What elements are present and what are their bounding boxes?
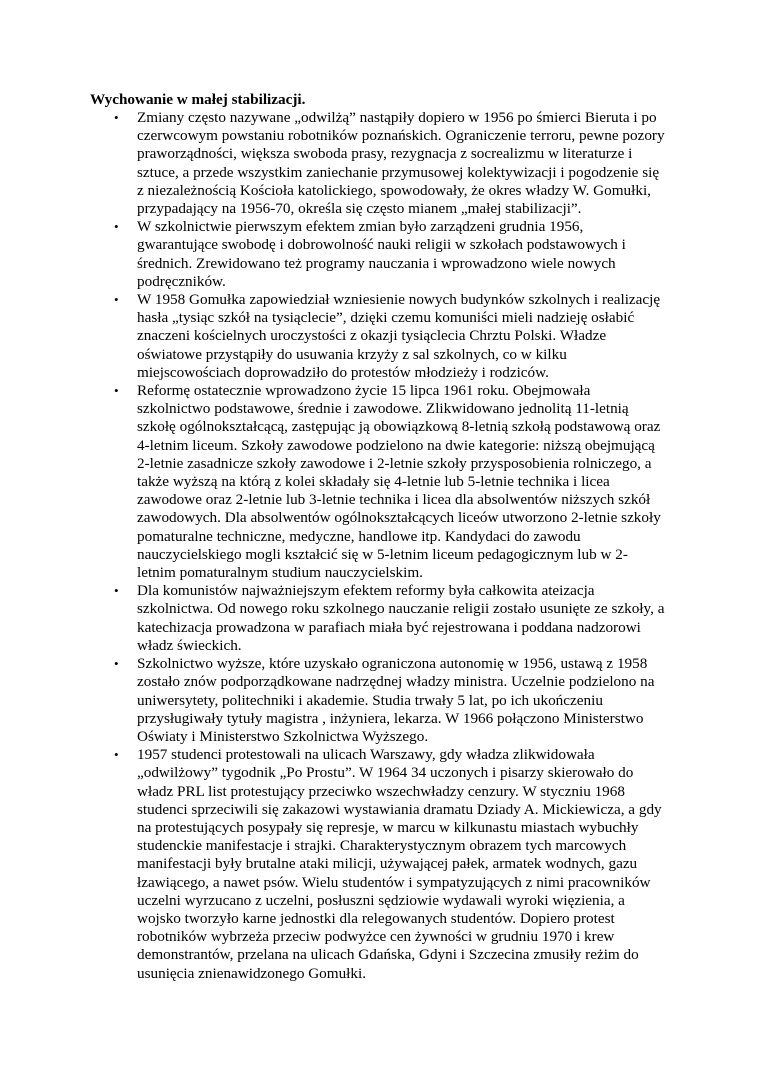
paragraph-line: z niezależnością Kościoła katolickiego, spowodowały, że okres władzy W. Gomułki, bbox=[137, 181, 651, 199]
paragraph-line: także wyższą na którą z kolei składały się 4-letnie lub 5-letnie technika i licea bbox=[137, 473, 610, 491]
bullet-icon: • bbox=[114, 656, 119, 672]
paragraph-line: łzawiącego, a nawet psów. Wielu studentów i sympatyzujących z nimi pracowników bbox=[137, 873, 651, 891]
paragraph-line: podręczników. bbox=[137, 272, 226, 290]
paragraph-line: letnim pomaturalnym studium nauczycielskim. bbox=[137, 564, 423, 582]
list-item bbox=[112, 655, 672, 746]
paragraph-line: W szkolnictwie pierwszym efektem zmian było zarządzeni grudnia 1956, bbox=[137, 218, 584, 236]
bullet-icon: • bbox=[114, 383, 119, 399]
list-item bbox=[112, 746, 672, 983]
paragraph-line: Szkolnictwo wyższe, które uzyskało ograniczona autonomię w 1956, ustawą z 1958 bbox=[137, 655, 648, 673]
paragraph-line: władz świeckich. bbox=[137, 636, 242, 654]
document-title: Wychowanie w małej stabilizacji. bbox=[90, 91, 306, 108]
paragraph-line: 4-letnim liceum. Szkoły zawodowe podzielono na dwie kategorie: niższą obejmującą bbox=[137, 436, 655, 454]
paragraph-line: przysługiwały tytuły magistra , inżyniera, lekarza. W 1966 połączono Ministerstwo bbox=[137, 709, 644, 727]
list-item bbox=[112, 218, 672, 291]
paragraph-line: sztuce, a przede wszystkim zaniechanie przymusowej kolektywizacji i pogodzenie się bbox=[137, 163, 660, 181]
list-item bbox=[112, 109, 672, 218]
paragraph-line: Zmiany często nazywane „odwilżą” nastąpiły dopiero w 1956 po śmierci Bieruta i po bbox=[137, 109, 657, 126]
paragraph-line: studenci sprzeciwili się zakazowi wystawiania dramatu Dziady A. Mickiewicza, a gdy bbox=[137, 800, 662, 818]
list-item bbox=[112, 291, 672, 382]
bullet-icon: • bbox=[114, 583, 119, 599]
paragraph-line: pomaturalne techniczne, medyczne, handlowe itp. Kandydaci do zawodu bbox=[137, 527, 581, 545]
paragraph-line: oświatowe przystąpiły do usuwania krzyży z sal szkolnych, co w kilku bbox=[137, 345, 567, 363]
paragraph-line: manifestacji były brutalne ataki milicji, używającej pałek, armatek wodnych, gazu bbox=[137, 855, 638, 873]
paragraph-line: demonstrantów, przelana na ulicach Gdańska, Gdyni i Szczecina zmusiły reżim do bbox=[137, 946, 639, 964]
bullet-icon: • bbox=[114, 219, 119, 235]
bullet-list bbox=[112, 109, 672, 983]
paragraph-line: hasła „tysiąc szkół na tysiąclecie”, dzięki czemu komuniści mieli nadzieję osłabić bbox=[137, 309, 635, 327]
paragraph-line: Dla komunistów najważniejszym efektem reformy była całkowita ateizacja bbox=[137, 582, 595, 600]
paragraph-line: 2-letnie zasadnicze szkoły zawodowe i 2-letnie szkoły przysposobienia rolniczego, a bbox=[137, 454, 652, 472]
paragraph-line: „odwilżowy” tygodnik „Po Prostu”. W 1964 34 uczonych i pisarzy skierowało do bbox=[137, 764, 634, 782]
paragraph-line: przypadający na 1956-70, określa się często mianem „małej stabilizacji”. bbox=[137, 200, 582, 218]
paragraph-line: 1957 studenci protestowali na ulicach Warszawy, gdy władza zlikwidowała bbox=[137, 746, 595, 764]
paragraph-line: W 1958 Gomułka zapowiedział wzniesienie nowych budynków szkolnych i realizację bbox=[137, 291, 661, 309]
paragraph-line: szkołę ogólnokształcącą, zastępując ją obowiązkową 8-letnią szkołą podstawową oraz bbox=[137, 418, 661, 436]
paragraph-line: Reformę ostatecznie wprowadzono życie 15 lipca 1961 roku. Obejmowała bbox=[137, 382, 591, 400]
paragraph-line: czerwcowym powstaniu robotników poznańskich. Ograniczenie terroru, pewne pozory bbox=[137, 127, 665, 145]
bullet-icon: • bbox=[114, 292, 119, 308]
paragraph-line: średnich. Zrewidowano też programy nauczania i wprowadzono wiele nowych bbox=[137, 254, 616, 272]
list-item bbox=[112, 582, 672, 655]
list-item bbox=[112, 382, 672, 582]
paragraph-line: uniwersytety, politechniki i akademie. Studia trwały 5 lat, po ich ukończeniu bbox=[137, 691, 603, 709]
paragraph-line: wojsko tworzyło karne jednostki dla relegowanych studentów. Dopiero protest bbox=[137, 909, 615, 927]
paragraph-line: miejscowościach doprowadziło do protestów młodzieży i rodziców. bbox=[137, 363, 549, 381]
paragraph-line: usunięcia znienawidzonego Gomułki. bbox=[137, 964, 367, 982]
paragraph-line: Oświaty i Ministerstwo Szkolnictwa Wyższego. bbox=[137, 727, 429, 745]
paragraph-line: zawodowych. Dla absolwentów ogólnokształcących liceów utworzono 2-letnie szkoły bbox=[137, 509, 661, 527]
paragraph-line: zawodowe oraz 2-letnie lub 3-letnie technika i licea dla absolwentów niższych szkół bbox=[137, 491, 651, 509]
paragraph-line: szkolnictwa. Od nowego roku szkolnego nauczanie religii zostało usunięte ze szkoły, a bbox=[137, 600, 665, 618]
paragraph-line: robotników wybrzeża przeciw podwyżce cen żywności w grudniu 1970 i krew bbox=[137, 928, 615, 946]
paragraph-line: władz PRL list protestujący przeciwko wszechwładzy cenzury. W styczniu 1968 bbox=[137, 782, 625, 800]
bullet-icon: • bbox=[114, 110, 119, 125]
paragraph-line: znaczeni kościelnych uroczystości z okazji tysiąclecia Chrztu Polski. Władze bbox=[137, 327, 607, 345]
paragraph-line: zostało znów podporządkowane nadrzędnej władzy ministra. Uczelnie podzielono na bbox=[137, 673, 655, 691]
paragraph-line: gwarantujące swobodę i dobrowolność nauki religii w szkołach podstawowych i bbox=[137, 236, 626, 254]
bullet-icon: • bbox=[114, 747, 119, 763]
paragraph-line: katechizacja prowadzona w parafiach miała być rejestrowana i poddana nadzorowi bbox=[137, 618, 641, 636]
paragraph-line: nauczycielskiego mogli kształcić się w 5-letnim liceum pedagogicznym lub w 2- bbox=[137, 545, 628, 563]
paragraph-line: szkolnictwo podstawowe, średnie i zawodowe. Zlikwidowano jednolitą 11-letnią bbox=[137, 400, 629, 418]
paragraph-line: na protestujących posypały się represje, w marcu w kilkunastu miastach wybuchły bbox=[137, 818, 639, 836]
paragraph-line: praworządności, większa swoboda prasy, rezygnacja z socrealizmu w literaturze i bbox=[137, 145, 633, 163]
paragraph-line: uczelni wyrzucano z uczelni, posłuszni sędziowie wydawali wyroki więzienia, a bbox=[137, 891, 625, 909]
paragraph-line: studenckie manifestacje i strajki. Charakterystycznym obrazem tych marcowych bbox=[137, 837, 627, 855]
